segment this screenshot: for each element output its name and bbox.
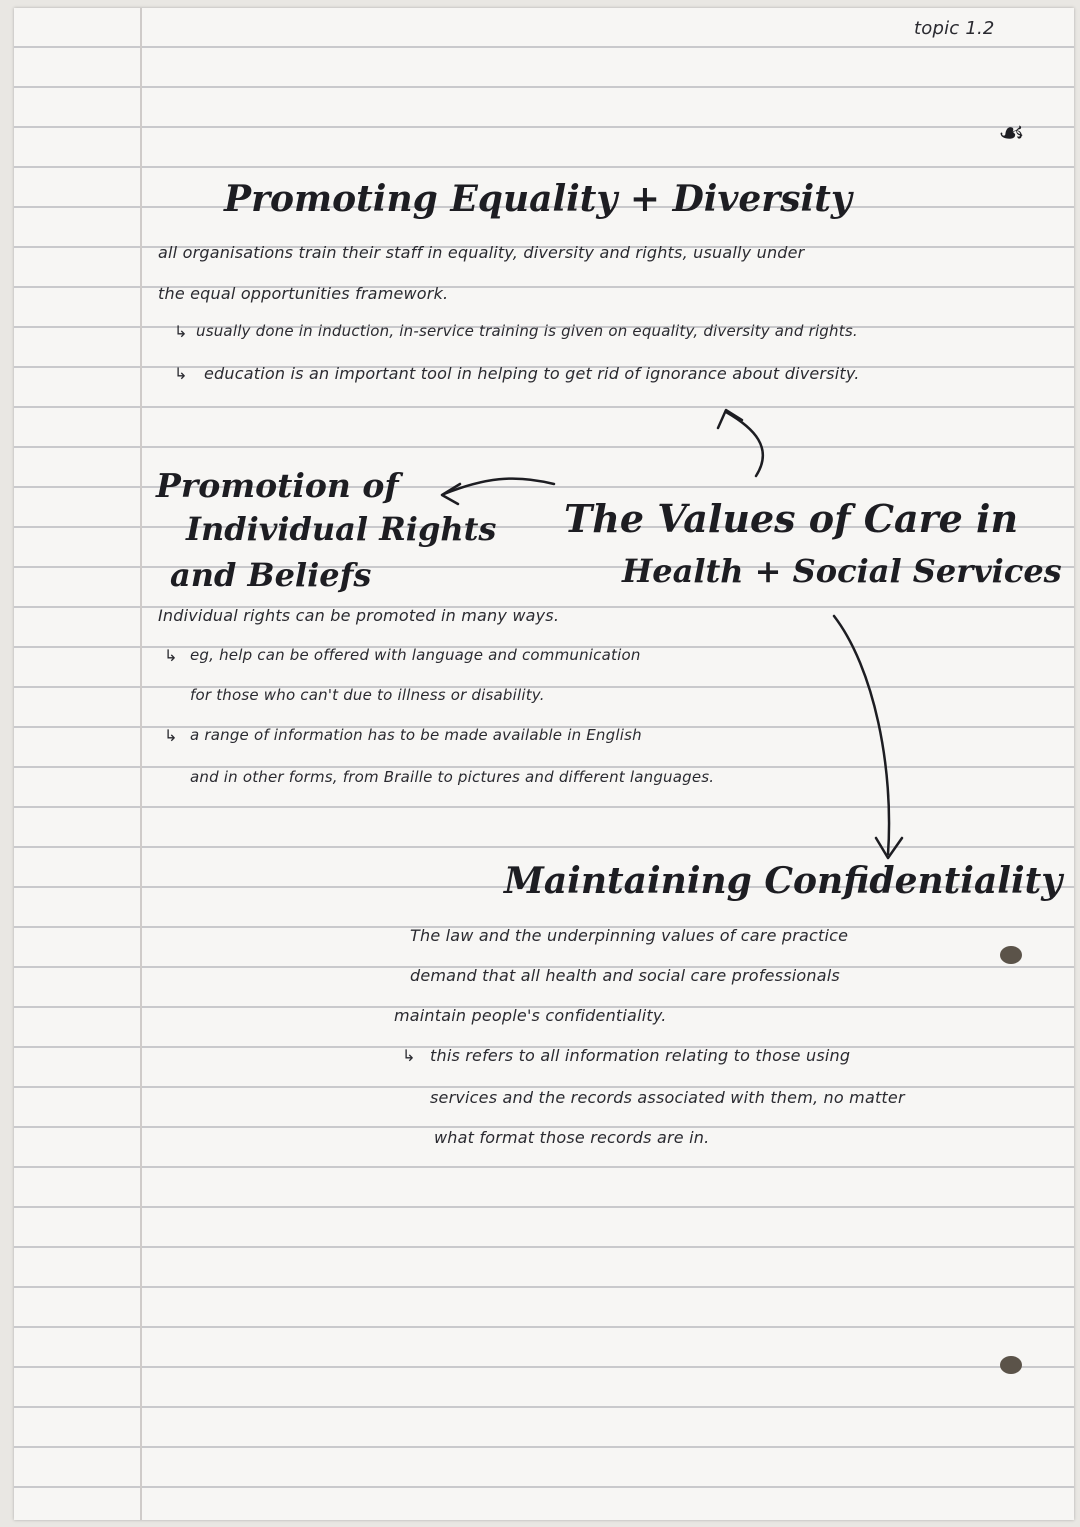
arrow-to-rights <box>444 479 554 494</box>
rights-bullet: a range of information has to be made available in English <box>190 726 642 744</box>
sub-arrow-icon: ↳ <box>402 1046 416 1065</box>
rights-title-line1: Promotion of <box>156 466 399 505</box>
sub-arrow-icon: ↳ <box>174 364 188 383</box>
arrow-to-equality-head <box>718 410 742 428</box>
confidentiality-line: The law and the underpinning values of care practice <box>410 926 849 945</box>
sub-arrow-icon: ↳ <box>164 726 178 745</box>
confidentiality-bullet: this refers to all information relating to those using <box>430 1046 851 1065</box>
arrows-layer <box>14 8 1074 1520</box>
doodle-icon: ☙ <box>998 116 1025 151</box>
topic-label: topic 1.2 <box>914 18 995 39</box>
arrow-to-confidentiality <box>834 616 889 854</box>
confidentiality-line: demand that all health and social care professionals <box>410 966 840 985</box>
confidentiality-line: maintain people's confidentiality. <box>394 1006 667 1025</box>
arrow-to-equality <box>726 412 763 476</box>
sub-arrow-icon: ↳ <box>164 646 178 665</box>
equality-line: the equal opportunities framework. <box>158 284 449 303</box>
rights-title-line3: and Beliefs <box>170 556 372 594</box>
sub-arrow-icon: ↳ <box>174 322 188 341</box>
equality-title: Promoting Equality + Diversity <box>224 178 852 220</box>
equality-line: all organisations train their staff in equality, diversity and rights, usually under <box>158 243 805 262</box>
rights-bullet-cont: for those who can't due to illness or disability. <box>190 686 545 704</box>
confidentiality-bullet-cont: what format those records are in. <box>434 1128 710 1147</box>
notebook-page <box>14 8 1074 1520</box>
rights-bullet: eg, help can be offered with language and communication <box>190 646 641 664</box>
equality-bullet: usually done in induction, in-service training is given on equality, diversity and rights. <box>196 322 858 340</box>
confidentiality-title: Maintaining Confidentiality <box>504 860 1063 902</box>
equality-bullet: education is an important tool in helping to get rid of ignorance about diversity. <box>204 364 860 383</box>
arrow-to-rights-head <box>442 484 460 504</box>
confidentiality-bullet-cont: services and the records associated with them, no matter <box>430 1088 905 1107</box>
rights-intro: Individual rights can be promoted in many ways. <box>158 606 560 625</box>
rights-title-line2: Individual Rights <box>186 510 497 548</box>
rights-bullet-cont: and in other forms, from Braille to pictures and different languages. <box>190 768 715 786</box>
center-title-line1: The Values of Care in <box>564 496 1019 541</box>
center-title-line2: Health + Social Services <box>622 552 1062 590</box>
